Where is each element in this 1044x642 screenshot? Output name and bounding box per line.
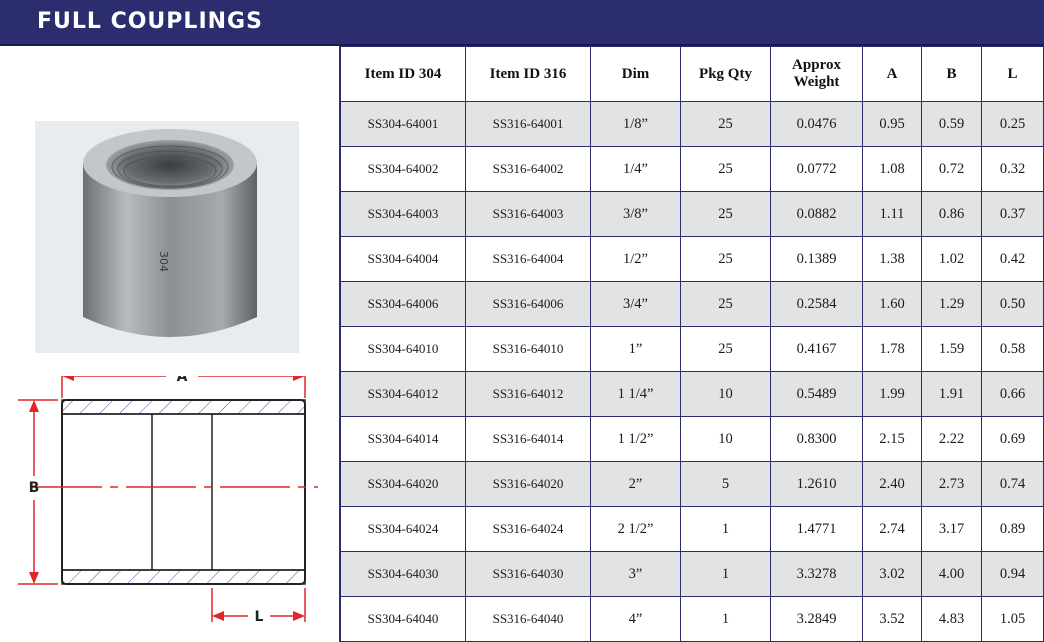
coupling-photo [35,121,299,353]
cell-weight: 1.2610 [771,462,863,507]
table-header-row [341,47,1044,102]
cell-l: 0.89 [982,507,1044,552]
cell-weight: 0.5489 [771,372,863,417]
cell-l: 1.05 [982,597,1044,642]
cell-item-id-316: SS316-64010 [466,327,591,372]
cell-weight: 0.0882 [771,192,863,237]
cell-weight: 1.4771 [771,507,863,552]
cell-pkg-qty: 1 [681,597,771,642]
cell-item-id-304: SS304-64010 [341,327,466,372]
cell-b: 3.17 [922,507,982,552]
cell-l: 0.37 [982,192,1044,237]
cell-pkg-qty: 1 [681,552,771,597]
cell-dim: 2 1/2” [591,507,681,552]
cell-item-id-304: SS304-64006 [341,282,466,327]
cell-pkg-qty: 5 [681,462,771,507]
cell-dim: 3/4” [591,282,681,327]
cell-weight: 0.2584 [771,282,863,327]
column-header-pkg-qty: Pkg Qty [681,47,771,102]
cell-item-id-316: SS316-64024 [466,507,591,552]
cell-weight: 0.1389 [771,237,863,282]
cell-l: 0.42 [982,237,1044,282]
cell-item-id-304: SS304-64014 [341,417,466,462]
cell-dim: 2” [591,462,681,507]
bottom-wall-section [62,570,305,584]
product-illustration-panel [0,46,340,642]
cell-dim: 1/2” [591,237,681,282]
cell-item-id-316: SS316-64030 [466,552,591,597]
cell-dim: 1 1/4” [591,372,681,417]
cell-weight: 0.0772 [771,147,863,192]
cell-b: 0.59 [922,102,982,147]
cell-a: 2.74 [863,507,922,552]
cell-pkg-qty: 10 [681,417,771,462]
table-row [341,372,1044,417]
table-row [341,552,1044,597]
cell-pkg-qty: 25 [681,192,771,237]
cell-l: 0.32 [982,147,1044,192]
cell-b: 1.29 [922,282,982,327]
cell-l: 0.50 [982,282,1044,327]
cell-pkg-qty: 10 [681,372,771,417]
cell-weight: 3.2849 [771,597,863,642]
cell-l: 0.94 [982,552,1044,597]
cell-pkg-qty: 25 [681,327,771,372]
cell-l: 0.74 [982,462,1044,507]
cell-dim: 3” [591,552,681,597]
cell-item-id-304: SS304-64024 [341,507,466,552]
cell-b: 0.72 [922,147,982,192]
cell-item-id-316: SS316-64040 [466,597,591,642]
cell-a: 3.02 [863,552,922,597]
cell-weight: 0.8300 [771,417,863,462]
column-header-approx-weight: Approx Weight [771,47,863,102]
column-header-item-id-304: Item ID 304 [341,47,466,102]
column-header-b: B [922,47,982,102]
cell-a: 2.15 [863,417,922,462]
cell-pkg-qty: 25 [681,282,771,327]
cell-weight: 0.4167 [771,327,863,372]
dimension-label-a: A [176,376,188,385]
page-title: FULL COUPLINGS [37,9,263,34]
cell-dim: 3/8” [591,192,681,237]
column-header-dim: Dim [591,47,681,102]
specifications-table [340,46,1044,642]
cell-item-id-304: SS304-64020 [341,462,466,507]
table-row [341,327,1044,372]
cell-item-id-304: SS304-64030 [341,552,466,597]
cell-a: 0.95 [863,102,922,147]
table-row [341,507,1044,552]
cell-l: 0.69 [982,417,1044,462]
cell-b: 2.22 [922,417,982,462]
cell-a: 1.08 [863,147,922,192]
table-row [341,192,1044,237]
cell-a: 2.40 [863,462,922,507]
table-row [341,462,1044,507]
cell-b: 1.02 [922,237,982,282]
cell-dim: 1 1/2” [591,417,681,462]
cell-item-id-304: SS304-64002 [341,147,466,192]
dimension-diagram [18,376,324,636]
cell-l: 0.25 [982,102,1044,147]
column-header-a: A [863,47,922,102]
table-row [341,597,1044,642]
cell-pkg-qty: 25 [681,147,771,192]
dimension-label-l: L [254,609,264,625]
cell-weight: 3.3278 [771,552,863,597]
cell-item-id-316: SS316-64004 [466,237,591,282]
cell-b: 1.59 [922,327,982,372]
page-header [0,0,1044,46]
table-row [341,282,1044,327]
cell-item-id-316: SS316-64006 [466,282,591,327]
column-header-item-id-316: Item ID 316 [466,47,591,102]
table-row [341,102,1044,147]
material-stamp: 304 [157,251,170,272]
cell-l: 0.58 [982,327,1044,372]
cell-dim: 1” [591,327,681,372]
cell-item-id-304: SS304-64040 [341,597,466,642]
cell-pkg-qty: 25 [681,102,771,147]
cell-item-id-316: SS316-64012 [466,372,591,417]
top-wall-section [62,400,305,414]
cell-dim: 1/8” [591,102,681,147]
cell-a: 1.99 [863,372,922,417]
table-row [341,237,1044,282]
cell-b: 4.00 [922,552,982,597]
cell-pkg-qty: 1 [681,507,771,552]
cell-b: 4.83 [922,597,982,642]
cell-b: 0.86 [922,192,982,237]
cell-item-id-316: SS316-64003 [466,192,591,237]
cell-l: 0.66 [982,372,1044,417]
cell-a: 1.38 [863,237,922,282]
cell-item-id-316: SS316-64001 [466,102,591,147]
cell-item-id-304: SS304-64004 [341,237,466,282]
cell-item-id-316: SS316-64002 [466,147,591,192]
cell-pkg-qty: 25 [681,237,771,282]
cell-b: 1.91 [922,372,982,417]
coupling-photo-icon [35,121,299,353]
cell-a: 3.52 [863,597,922,642]
cell-item-id-304: SS304-64012 [341,372,466,417]
cell-dim: 1/4” [591,147,681,192]
cell-item-id-316: SS316-64014 [466,417,591,462]
column-header-l: L [982,47,1044,102]
cell-item-id-304: SS304-64003 [341,192,466,237]
dimension-label-b: B [28,480,40,496]
table-row [341,417,1044,462]
cell-a: 1.11 [863,192,922,237]
cell-a: 1.60 [863,282,922,327]
cell-item-id-304: SS304-64001 [341,102,466,147]
table-row [341,147,1044,192]
cell-b: 2.73 [922,462,982,507]
cell-item-id-316: SS316-64020 [466,462,591,507]
cell-weight: 0.0476 [771,102,863,147]
cell-dim: 4” [591,597,681,642]
cell-a: 1.78 [863,327,922,372]
